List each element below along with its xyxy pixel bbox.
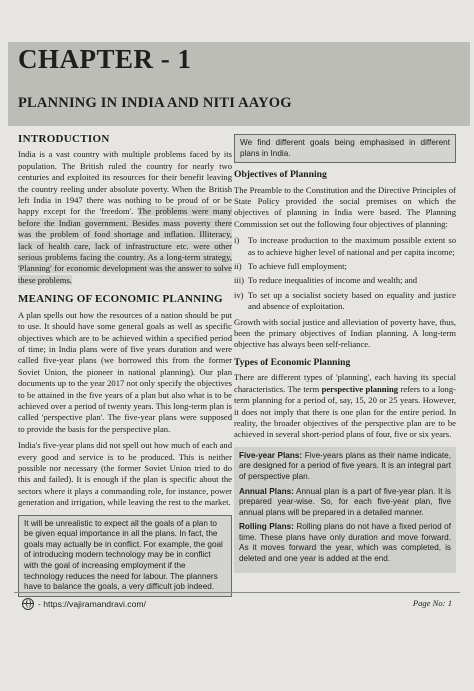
- meaning-heading: MEANING OF ECONOMIC PLANNING: [18, 293, 223, 306]
- types-text-b: refers to a long-term planning for a period of, say, 15, 20 or 25 years. However, it does not imply that there is one plan for the entire period. In reality, the broader objectives of the perspective plan are to be achieved in several short-period plans of four, five or six years.: [234, 383, 456, 440]
- objectives-heading: Objectives of Planning: [234, 169, 327, 181]
- objective-text: To set up a socialist society based on equality and justice and absence of exploitation.: [248, 289, 456, 312]
- annual-plans-label: Annual Plans:: [239, 486, 294, 496]
- rolling-plans-label: Rolling Plans:: [239, 522, 294, 532]
- objectives-intro: The Preamble to the Constitution and the Directive Principles of State Policy provided the social premises on which the objectives of planning in India were based. The Planning Commission set out the following four objectives of planning:: [234, 184, 456, 229]
- objective-item: [234, 261, 456, 272]
- different-goals-box: We find different goals being emphasised in different plans in India.: [234, 134, 456, 163]
- goals-conflict-box: It will be unrealistic to expect all the goals of a plan to be given equal importance in all the plans. In fact, the goals may actually be in conflict. For example, the goal of introducing modern technology may be in conflict with the goal of increasing employment if the technology reduces the need for labour. The planners have to balance the goals, a very difficult job indeed.: [18, 515, 232, 597]
- objective-number: iv): [234, 289, 244, 300]
- objective-item: [234, 275, 456, 286]
- growth-paragraph: Growth with social justice and alleviation of poverty have, thus, been the primary objectives of Indian planning. A long-term objective has always been self-reliance.: [234, 316, 456, 350]
- right-column: [234, 134, 456, 573]
- page-number: Page No: 1: [412, 598, 452, 608]
- annual-plans-item: [239, 487, 451, 519]
- objective-text: To achieve full employment;: [248, 261, 347, 272]
- introduction-text: India is a vast country with multiple problems faced by its population. The British ruled the country for nearly two centuries and exploited its resources for their benefit leaving the country reeling under absolute poverty. When the British left India in 1947 there was nothing to be proud of or be happy except for the 'freedom'.: [18, 149, 232, 217]
- types-text-a: There are different types of 'planning', each having its special characteristics. The term: [234, 372, 456, 394]
- objective-number: iii): [234, 275, 245, 286]
- five-year-plans-item: [239, 451, 451, 483]
- objective-item: [234, 235, 456, 258]
- objectives-list: [234, 235, 456, 312]
- rolling-plans-text: Rolling plans do not have a fixed period of time. These plans have only duration and move forward. As it moves forward the year, which was completed, is deleted and one year is added at the end.: [239, 522, 451, 564]
- footer-website-link[interactable]: - https://vajiramandravi.com/: [38, 599, 146, 609]
- annual-plans-text: Annual plan is a part of five-year plan. It is prepared year-wise. So, for each five-year plan, five annual plans will be prepared in a detailed manner.: [239, 486, 451, 517]
- chapter-number: CHAPTER - 1: [18, 44, 192, 74]
- objective-item: [234, 290, 456, 313]
- objective-number: i): [234, 235, 240, 246]
- plan-types-box: [234, 447, 456, 573]
- footer-divider: [14, 592, 460, 593]
- five-year-plans-label: Five-year Plans:: [239, 450, 303, 460]
- types-paragraph: [234, 372, 456, 440]
- meaning-paragraph-1: A plan spells out how the resources of a nation should be put to use. It should have some general goals as well as specific objectives which are to be achieved within a specified period of time; in India plans were of five years duration and were called five-year plans (we borrowed this from the former Soviet Union, the pioneer in national planning). Our plan documents up to the year 2017 not only specify the objectives to be attained in the five years of a plan but also what is to be achieved over a period of twenty years. This long-term plan is called 'perspective plan'. The five-year plans were supposed to provide the basis for the perspective plan.: [18, 309, 232, 434]
- objective-text: To reduce inequalities of income and wealth; and: [248, 275, 418, 286]
- five-year-plans-text: Five-years plans as their name indicate, are designed for a period of five years. It is an integral part of perspective plan.: [239, 450, 451, 481]
- objective-number: ii): [234, 261, 242, 272]
- introduction-highlight: The problems were many before the Indian government. Besides mass poverty there was the problem of food shortage and inflation. Illiteracy, lack of health care, lack of infrastructure etc. were other serious problems facing the country. As a long-term strategy, 'Planning' for economic development was the answer to solve these problems.: [18, 206, 232, 285]
- introduction-paragraph: [18, 149, 232, 286]
- left-column: [18, 134, 232, 597]
- objective-text: To increase production to the maximum possible extent so as to achieve higher level of national and per capita income;: [248, 235, 456, 257]
- globe-icon: [22, 598, 34, 610]
- introduction-heading: INTRODUCTION: [18, 133, 110, 145]
- rolling-plans-item: [239, 522, 451, 564]
- perspective-planning-term: perspective planning: [321, 383, 399, 394]
- meaning-paragraph-2: India's five-year plans did not spell out how much of each and every good and service is to be produced. This is neither possible nor necessary (the former Soviet Union tried to do this and failed). It is enough if the plan is specific about the sectors where it plays a commanding role, for instance, power generation and irrigation, while leaving the rest to the market.: [18, 440, 232, 508]
- types-heading: Types of Economic Planning: [234, 356, 351, 368]
- chapter-title: PLANNING IN INDIA AND NITI AAYOG: [18, 95, 292, 111]
- footer-website[interactable]: [22, 598, 146, 610]
